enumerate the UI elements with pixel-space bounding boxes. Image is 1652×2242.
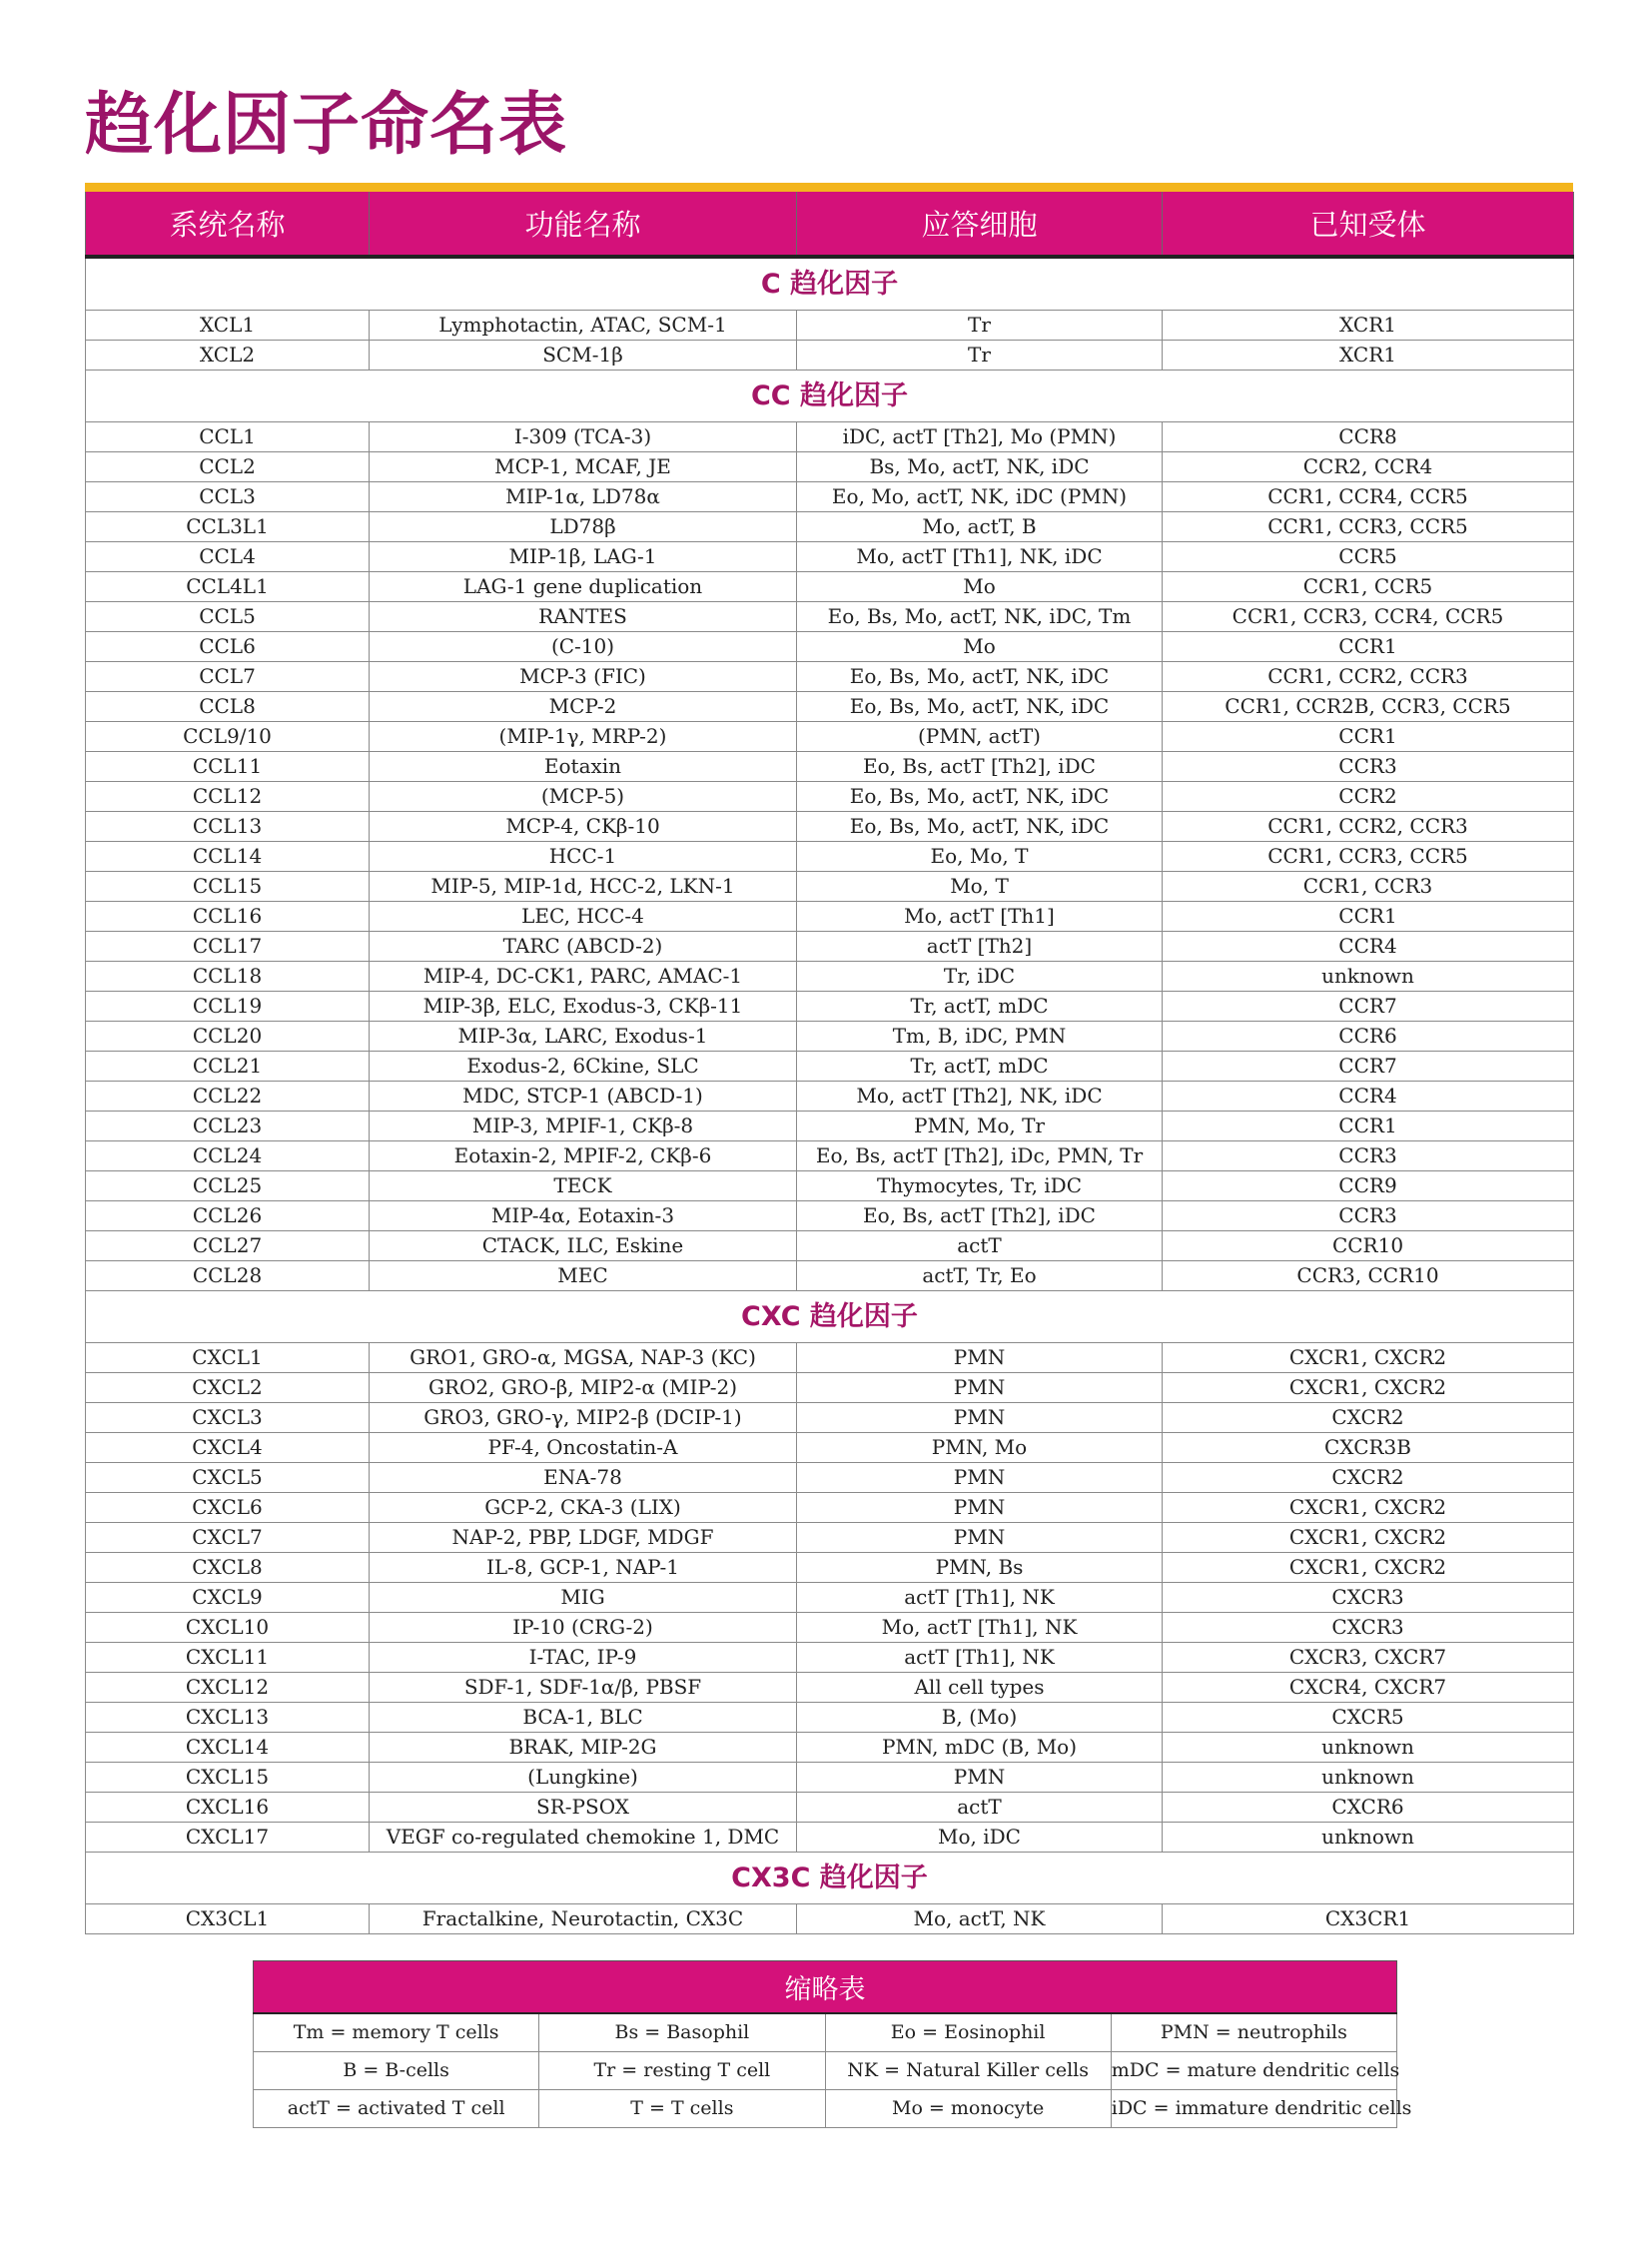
table-cell: XCL2 — [86, 341, 370, 371]
table-cell: CCR1, CCR3 — [1163, 872, 1574, 902]
table-cell: PMN — [797, 1523, 1163, 1553]
table-cell: Mo, actT, NK — [797, 1904, 1163, 1934]
table-row — [86, 1793, 1574, 1823]
table-cell: (PMN, actT) — [797, 722, 1163, 752]
table-cell: CCR1, CCR3, CCR4, CCR5 — [1163, 602, 1574, 632]
table-row — [86, 1171, 1574, 1201]
table-cell: CCR1, CCR2, CCR3 — [1163, 812, 1574, 842]
section-heading: CX3C 趋化因子 — [86, 1853, 1574, 1904]
table-row — [86, 1583, 1574, 1613]
table-row — [86, 1523, 1574, 1553]
table-cell: GRO1, GRO-α, MGSA, NAP-3 (KC) — [370, 1343, 797, 1373]
table-cell: XCL1 — [86, 311, 370, 341]
table-cell: MIP-1β, LAG-1 — [370, 542, 797, 572]
table-cell: CXCR3, CXCR7 — [1163, 1643, 1574, 1673]
table-cell: CCL5 — [86, 602, 370, 632]
table-cell: TARC (ABCD-2) — [370, 932, 797, 962]
table-cell: CCR1, CCR5 — [1163, 572, 1574, 602]
table-cell: iDC, actT [Th2], Mo (PMN) — [797, 422, 1163, 452]
table-cell: Bs, Mo, actT, NK, iDC — [797, 452, 1163, 482]
table-row — [86, 1763, 1574, 1793]
table-row — [86, 1231, 1574, 1261]
table-cell: HCC-1 — [370, 842, 797, 872]
table-cell: PMN — [797, 1763, 1163, 1793]
table-cell: MCP-4, CKβ-10 — [370, 812, 797, 842]
table-row — [86, 1141, 1574, 1171]
abbreviation-row — [254, 2052, 1397, 2090]
abbreviation-cell: actT = activated T cell — [254, 2090, 539, 2128]
abbreviation-title: 缩略表 — [254, 1961, 1397, 2014]
table-cell: CXCL3 — [86, 1403, 370, 1433]
table-cell: GCP-2, CKA-3 (LIX) — [370, 1493, 797, 1523]
table-cell: IP-10 (CRG-2) — [370, 1613, 797, 1643]
table-cell: CCL3 — [86, 482, 370, 512]
table-cell: Eo, Bs, Mo, actT, NK, iDC — [797, 662, 1163, 692]
table-cell: actT — [797, 1231, 1163, 1261]
table-cell: NAP-2, PBP, LDGF, MDGF — [370, 1523, 797, 1553]
table-cell: PMN — [797, 1403, 1163, 1433]
table-cell: unknown — [1163, 1763, 1574, 1793]
abbreviation-cell: B = B-cells — [254, 2052, 539, 2090]
table-cell: PMN, mDC (B, Mo) — [797, 1733, 1163, 1763]
table-cell: Eo, Mo, T — [797, 842, 1163, 872]
table-cell: MIP-3β, ELC, Exodus-3, CKβ-11 — [370, 992, 797, 1022]
table-cell: MIG — [370, 1583, 797, 1613]
table-row — [86, 1082, 1574, 1112]
table-row — [86, 311, 1574, 341]
abbreviation-cell: T = T cells — [539, 2090, 825, 2128]
table-cell: GRO2, GRO-β, MIP2-α (MIP-2) — [370, 1373, 797, 1403]
table-cell: CXCR1, CXCR2 — [1163, 1373, 1574, 1403]
abbreviation-cell: PMN = neutrophils — [1111, 2013, 1396, 2052]
abbreviation-cell: iDC = immature dendritic cells — [1111, 2090, 1396, 2128]
table-cell: PMN — [797, 1343, 1163, 1373]
table-cell: CCR3, CCR10 — [1163, 1261, 1574, 1291]
abbreviation-cell: Eo = Eosinophil — [825, 2013, 1111, 2052]
table-cell: Tr, iDC — [797, 962, 1163, 992]
table-cell: IL-8, GCP-1, NAP-1 — [370, 1553, 797, 1583]
header-row — [86, 192, 1574, 257]
table-cell: PMN, Mo, Tr — [797, 1112, 1163, 1141]
table-cell: Lymphotactin, ATAC, SCM-1 — [370, 311, 797, 341]
table-cell: MIP-4, DC-CK1, PARC, AMAC-1 — [370, 962, 797, 992]
table-cell: XCR1 — [1163, 311, 1574, 341]
table-cell: Tr — [797, 311, 1163, 341]
table-cell: Eo, Bs, actT [Th2], iDC — [797, 1201, 1163, 1231]
table-cell: Mo, actT [Th1], NK — [797, 1613, 1163, 1643]
table-cell: CCL25 — [86, 1171, 370, 1201]
table-cell: CCL15 — [86, 872, 370, 902]
abbreviation-row — [254, 2013, 1397, 2052]
table-cell: CXCR3 — [1163, 1583, 1574, 1613]
table-cell: CX3CL1 — [86, 1904, 370, 1934]
table-cell: PF-4, Oncostatin-A — [370, 1433, 797, 1463]
table-cell: CCR1, CCR3, CCR5 — [1163, 512, 1574, 542]
table-row — [86, 422, 1574, 452]
table-cell: CCL1 — [86, 422, 370, 452]
table-cell: CCR6 — [1163, 1022, 1574, 1052]
table-cell: CXCR3 — [1163, 1613, 1574, 1643]
abbreviation-cell: Tm = memory T cells — [254, 2013, 539, 2052]
table-body — [86, 257, 1574, 1934]
table-row — [86, 782, 1574, 812]
chemokine-table — [85, 192, 1574, 1934]
table-cell: CCR4 — [1163, 932, 1574, 962]
table-row — [86, 1553, 1574, 1583]
table-cell: MIP-1α, LD78α — [370, 482, 797, 512]
table-cell: Mo, actT [Th1], NK, iDC — [797, 542, 1163, 572]
table-cell: CCR10 — [1163, 1231, 1574, 1261]
table-row — [86, 632, 1574, 662]
table-row — [86, 962, 1574, 992]
column-header-systematic-name: 系统名称 — [86, 192, 370, 257]
table-cell: unknown — [1163, 1733, 1574, 1763]
table-cell: LAG-1 gene duplication — [370, 572, 797, 602]
table-cell: actT [Th1], NK — [797, 1583, 1163, 1613]
table-cell: I-309 (TCA-3) — [370, 422, 797, 452]
table-cell: CXCL2 — [86, 1373, 370, 1403]
table-cell: LD78β — [370, 512, 797, 542]
table-cell: CCR2, CCR4 — [1163, 452, 1574, 482]
table-row — [86, 872, 1574, 902]
table-row — [86, 512, 1574, 542]
abbreviation-body — [254, 2013, 1412, 2128]
table-cell: (MCP-5) — [370, 782, 797, 812]
table-cell: CCR2 — [1163, 782, 1574, 812]
table-row — [86, 1643, 1574, 1673]
table-cell: CCR1, CCR2, CCR3 — [1163, 662, 1574, 692]
table-cell: CX3CR1 — [1163, 1904, 1574, 1934]
section-heading: C 趋化因子 — [86, 257, 1574, 311]
table-cell: GRO3, GRO-γ, MIP2-β (DCIP-1) — [370, 1403, 797, 1433]
table-cell: BRAK, MIP-2G — [370, 1733, 797, 1763]
table-cell: CXCL17 — [86, 1823, 370, 1853]
table-cell: MIP-4α, Eotaxin-3 — [370, 1201, 797, 1231]
table-cell: CCL2 — [86, 452, 370, 482]
abbreviation-row — [254, 2090, 1397, 2128]
section-row — [86, 1853, 1574, 1904]
table-row — [86, 752, 1574, 782]
table-cell: CCR1 — [1163, 902, 1574, 932]
table-cell: CXCR1, CXCR2 — [1163, 1493, 1574, 1523]
table-row — [86, 1201, 1574, 1231]
page-title: 趋化因子命名表 — [85, 86, 568, 165]
table-cell: Eotaxin-2, MPIF-2, CKβ-6 — [370, 1141, 797, 1171]
table-cell: CCL13 — [86, 812, 370, 842]
abbreviation-cell: Tr = resting T cell — [539, 2052, 825, 2090]
table-cell: CCL18 — [86, 962, 370, 992]
accent-bar — [85, 183, 1573, 192]
table-cell: Mo, actT, B — [797, 512, 1163, 542]
table-cell: Tr, actT, mDC — [797, 992, 1163, 1022]
table-row — [86, 842, 1574, 872]
column-header-responding-cells: 应答细胞 — [797, 192, 1163, 257]
table-row — [86, 482, 1574, 512]
table-cell: Mo, iDC — [797, 1823, 1163, 1853]
table-cell: Eo, Bs, Mo, actT, NK, iDC — [797, 692, 1163, 722]
table-cell: CCR5 — [1163, 542, 1574, 572]
table-cell: (MIP-1γ, MRP-2) — [370, 722, 797, 752]
table-row — [86, 1261, 1574, 1291]
table-cell: Mo, actT [Th2], NK, iDC — [797, 1082, 1163, 1112]
table-row — [86, 812, 1574, 842]
table-cell: PMN, Bs — [797, 1553, 1163, 1583]
table-cell: PMN — [797, 1463, 1163, 1493]
abbreviation-cell: mDC = mature dendritic cells — [1111, 2052, 1396, 2090]
table-cell: CXCL9 — [86, 1583, 370, 1613]
table-cell: CCR1, CCR3, CCR5 — [1163, 842, 1574, 872]
table-row — [86, 1052, 1574, 1082]
table-cell: CXCR2 — [1163, 1463, 1574, 1493]
table-cell: XCR1 — [1163, 341, 1574, 371]
table-cell: CXCL14 — [86, 1733, 370, 1763]
table-cell: CXCR1, CXCR2 — [1163, 1523, 1574, 1553]
table-row — [86, 1493, 1574, 1523]
table-cell: CCL8 — [86, 692, 370, 722]
table-cell: Tr, actT, mDC — [797, 1052, 1163, 1082]
table-cell: CXCR1, CXCR2 — [1163, 1553, 1574, 1583]
column-header-functional-name: 功能名称 — [370, 192, 797, 257]
table-cell: CXCL5 — [86, 1463, 370, 1493]
table-cell: B, (Mo) — [797, 1703, 1163, 1733]
abbreviation-cell: NK = Natural Killer cells — [825, 2052, 1111, 2090]
table-cell: Eo, Bs, Mo, actT, NK, iDC, Tm — [797, 602, 1163, 632]
table-row — [86, 662, 1574, 692]
table-cell: CCR3 — [1163, 1201, 1574, 1231]
table-cell: MIP-3, MPIF-1, CKβ-8 — [370, 1112, 797, 1141]
table-cell: Eo, Bs, Mo, actT, NK, iDC — [797, 782, 1163, 812]
table-cell: PMN, Mo — [797, 1433, 1163, 1463]
table-cell: CCR1, CCR2B, CCR3, CCR5 — [1163, 692, 1574, 722]
table-cell: actT, Tr, Eo — [797, 1261, 1163, 1291]
table-cell: Mo, T — [797, 872, 1163, 902]
table-cell: CTACK, ILC, Eskine — [370, 1231, 797, 1261]
table-cell: Eotaxin — [370, 752, 797, 782]
table-cell: MIP-5, MIP-1d, HCC-2, LKN-1 — [370, 872, 797, 902]
table-cell: CXCL8 — [86, 1553, 370, 1583]
table-cell: MIP-3α, LARC, Exodus-1 — [370, 1022, 797, 1052]
table-cell: BCA-1, BLC — [370, 1703, 797, 1733]
abbreviation-cell: Bs = Basophil — [539, 2013, 825, 2052]
table-row — [86, 1904, 1574, 1934]
table-cell: Eo, Mo, actT, NK, iDC (PMN) — [797, 482, 1163, 512]
table-row — [86, 602, 1574, 632]
section-row — [86, 1291, 1574, 1343]
table-cell: CXCL6 — [86, 1493, 370, 1523]
table-cell: CCL4L1 — [86, 572, 370, 602]
table-cell: CCL17 — [86, 932, 370, 962]
table-cell: SR-PSOX — [370, 1793, 797, 1823]
table-cell: CCR7 — [1163, 1052, 1574, 1082]
table-cell: CCL9/10 — [86, 722, 370, 752]
table-cell: PMN — [797, 1373, 1163, 1403]
table-cell: Mo — [797, 572, 1163, 602]
table-cell: CXCL12 — [86, 1673, 370, 1703]
table-cell: (Lungkine) — [370, 1763, 797, 1793]
table-cell: MCP-2 — [370, 692, 797, 722]
table-cell: actT [Th1], NK — [797, 1643, 1163, 1673]
table-cell: CXCR1, CXCR2 — [1163, 1343, 1574, 1373]
table-cell: CXCL16 — [86, 1793, 370, 1823]
table-cell: SDF-1, SDF-1α/β, PBSF — [370, 1673, 797, 1703]
table-row — [86, 1373, 1574, 1403]
table-row — [86, 1823, 1574, 1853]
table-cell: PMN — [797, 1493, 1163, 1523]
table-cell: VEGF co-regulated chemokine 1, DMC — [370, 1823, 797, 1853]
table-cell: RANTES — [370, 602, 797, 632]
table-cell: Fractalkine, Neurotactin, CX3C — [370, 1904, 797, 1934]
table-cell: CCR7 — [1163, 992, 1574, 1022]
section-heading: CC 趋化因子 — [86, 371, 1574, 422]
table-cell: CXCR3B — [1163, 1433, 1574, 1463]
abbreviation-table — [253, 1960, 1412, 2128]
table-cell: MEC — [370, 1261, 797, 1291]
table-row — [86, 1403, 1574, 1433]
table-cell: CCL7 — [86, 662, 370, 692]
table-cell: CXCL7 — [86, 1523, 370, 1553]
table-cell: CCL26 — [86, 1201, 370, 1231]
table-cell: CCR1, CCR4, CCR5 — [1163, 482, 1574, 512]
table-cell: CCR1 — [1163, 722, 1574, 752]
table-row — [86, 722, 1574, 752]
table-cell: MCP-3 (FIC) — [370, 662, 797, 692]
table-cell: Mo — [797, 632, 1163, 662]
table-cell: CCL12 — [86, 782, 370, 812]
table-row — [86, 1733, 1574, 1763]
table-cell: CCL28 — [86, 1261, 370, 1291]
table-row — [86, 902, 1574, 932]
table-cell: CXCL10 — [86, 1613, 370, 1643]
table-row — [86, 692, 1574, 722]
table-cell: All cell types — [797, 1673, 1163, 1703]
table-cell: CCL24 — [86, 1141, 370, 1171]
table-cell: CCL23 — [86, 1112, 370, 1141]
table-cell: CCL21 — [86, 1052, 370, 1082]
table-cell: Eo, Bs, Mo, actT, NK, iDC — [797, 812, 1163, 842]
table-cell: CCL20 — [86, 1022, 370, 1052]
table-cell: CCL6 — [86, 632, 370, 662]
section-row — [86, 371, 1574, 422]
table-row — [86, 1463, 1574, 1493]
table-cell: CCL19 — [86, 992, 370, 1022]
section-row — [86, 257, 1574, 311]
table-cell: LEC, HCC-4 — [370, 902, 797, 932]
table-cell: CXCR2 — [1163, 1403, 1574, 1433]
table-row — [86, 1343, 1574, 1373]
table-cell: CCL16 — [86, 902, 370, 932]
table-cell: ENA-78 — [370, 1463, 797, 1493]
table-cell: CCR3 — [1163, 1141, 1574, 1171]
table-cell: CCL4 — [86, 542, 370, 572]
table-cell: MDC, STCP-1 (ABCD-1) — [370, 1082, 797, 1112]
table-cell: CXCL1 — [86, 1343, 370, 1373]
table-row — [86, 992, 1574, 1022]
table-row — [86, 1112, 1574, 1141]
table-cell: CCR4 — [1163, 1082, 1574, 1112]
table-cell: I-TAC, IP-9 — [370, 1643, 797, 1673]
table-cell: CXCR5 — [1163, 1703, 1574, 1733]
table-cell: CXCL11 — [86, 1643, 370, 1673]
table-row — [86, 542, 1574, 572]
table-cell: CCL3L1 — [86, 512, 370, 542]
table-cell: MCP-1, MCAF, JE — [370, 452, 797, 482]
column-header-known-receptors: 已知受体 — [1163, 192, 1574, 257]
table-cell: actT [Th2] — [797, 932, 1163, 962]
table-cell: Thymocytes, Tr, iDC — [797, 1171, 1163, 1201]
table-cell: CCR1 — [1163, 1112, 1574, 1141]
table-cell: Exodus-2, 6Ckine, SLC — [370, 1052, 797, 1082]
abbreviation-cell: Mo = monocyte — [825, 2090, 1111, 2128]
table-cell: CCL11 — [86, 752, 370, 782]
table-cell: CCR3 — [1163, 752, 1574, 782]
table-cell: CCR9 — [1163, 1171, 1574, 1201]
table-cell: CCR1 — [1163, 632, 1574, 662]
table-cell: TECK — [370, 1171, 797, 1201]
table-cell: Tr — [797, 341, 1163, 371]
table-cell: CCL27 — [86, 1231, 370, 1261]
table-row — [86, 1022, 1574, 1052]
table-cell: Eo, Bs, actT [Th2], iDC — [797, 752, 1163, 782]
table-row — [86, 1673, 1574, 1703]
table-cell: Tm, B, iDC, PMN — [797, 1022, 1163, 1052]
table-cell: CXCL4 — [86, 1433, 370, 1463]
section-heading: CXC 趋化因子 — [86, 1291, 1574, 1343]
table-cell: CXCL13 — [86, 1703, 370, 1733]
table-cell: SCM-1β — [370, 341, 797, 371]
table-row — [86, 1433, 1574, 1463]
table-cell: CXCL15 — [86, 1763, 370, 1793]
table-row — [86, 1613, 1574, 1643]
table-cell: CCL14 — [86, 842, 370, 872]
table-cell: CXCR6 — [1163, 1793, 1574, 1823]
table-row — [86, 932, 1574, 962]
table-cell: CXCR4, CXCR7 — [1163, 1673, 1574, 1703]
table-cell: unknown — [1163, 1823, 1574, 1853]
table-row — [86, 341, 1574, 371]
table-row — [86, 1703, 1574, 1733]
table-cell: CCL22 — [86, 1082, 370, 1112]
table-row — [86, 572, 1574, 602]
table-cell: unknown — [1163, 962, 1574, 992]
table-cell: actT — [797, 1793, 1163, 1823]
table-cell: Mo, actT [Th1] — [797, 902, 1163, 932]
table-cell: (C-10) — [370, 632, 797, 662]
table-cell: Eo, Bs, actT [Th2], iDc, PMN, Tr — [797, 1141, 1163, 1171]
table-row — [86, 452, 1574, 482]
table-cell: CCR8 — [1163, 422, 1574, 452]
